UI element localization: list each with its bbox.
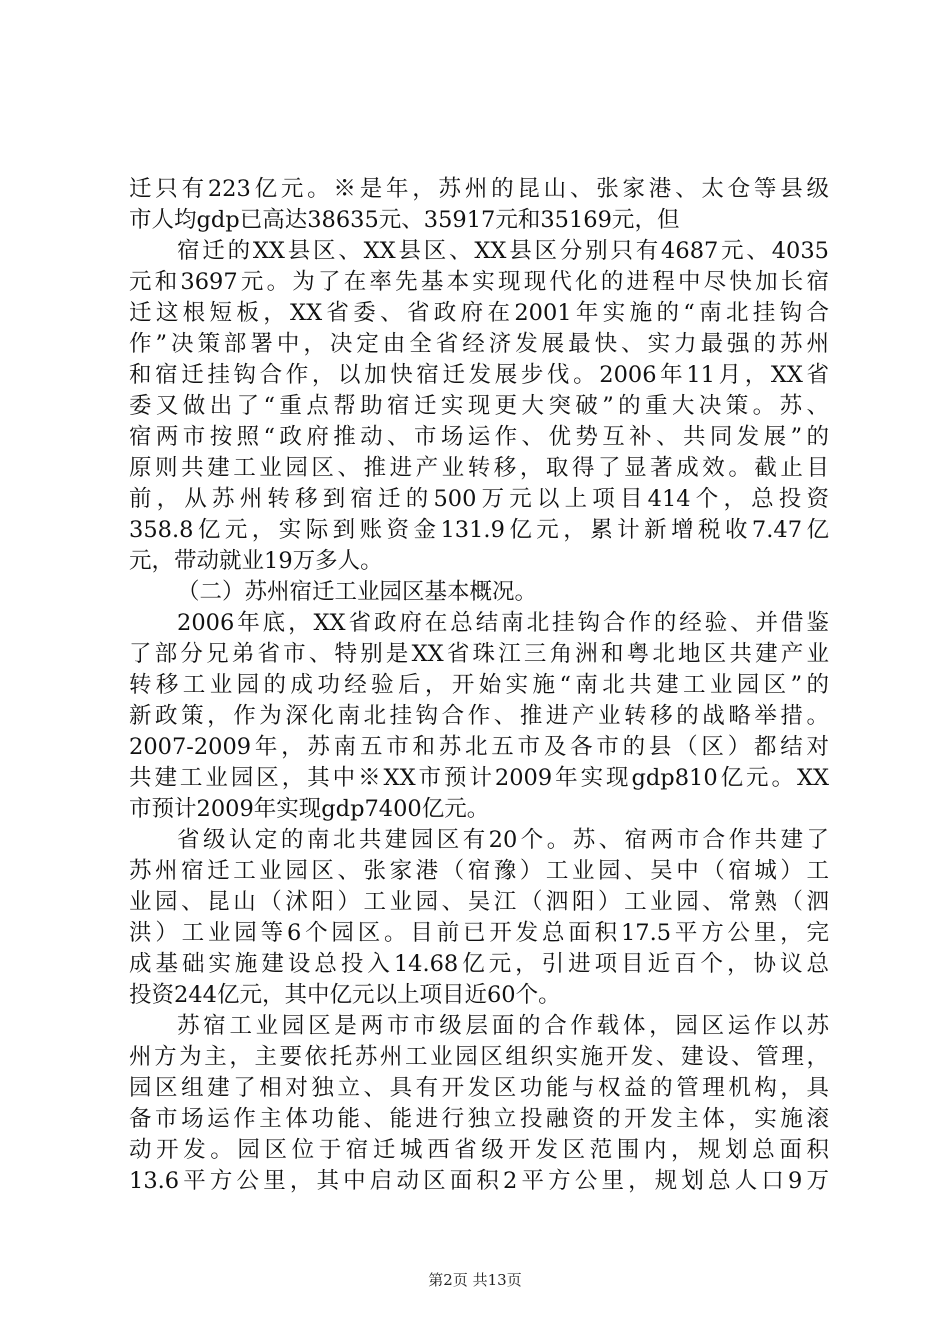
text-line: 洪）工业园等6个园区。目前已开发总面积17.5平方公里，完 <box>129 920 829 946</box>
text-line: 迁这根短板，XX省委、省政府在2001年实施的“南北挂钩合 <box>129 300 829 326</box>
page-footer: 第2页 共13页 <box>428 1271 522 1289</box>
text-line: 2006年底，XX省政府在总结南北挂钩合作的经验、并借鉴 <box>177 610 829 636</box>
text-line: （二）苏州宿迁工业园区基本概况。 <box>177 579 538 605</box>
text-line: 元，带动就业19万多人。 <box>129 548 383 574</box>
text-line: 元和3697元。为了在率先基本实现现代化的进程中尽快加长宿 <box>129 269 829 295</box>
text-line: 新政策，作为深化南北挂钩合作、推进产业转移的战略举措。 <box>129 703 829 729</box>
text-line: 委又做出了“重点帮助宿迁实现更大突破”的重大决策。苏、 <box>129 393 829 419</box>
text-line: 备市场运作主体功能、能进行独立投融资的开发主体，实施滚 <box>129 1106 829 1132</box>
text-line: 业园、昆山（沭阳）工业园、吴江（泗阳）工业园、常熟（泗 <box>129 889 829 915</box>
text-line: 苏州宿迁工业园区、张家港（宿豫）工业园、吴中（宿城）工 <box>129 858 829 884</box>
text-line: 作”决策部署中，决定由全省经济发展最快、实力最强的苏州 <box>129 331 829 357</box>
text-line: 动开发。园区位于宿迁城西省级开发区范围内，规划总面积 <box>129 1137 829 1163</box>
text-line: 转移工业园的成功经验后，开始实施“南北共建工业园区”的 <box>129 672 829 698</box>
text-line: 宿两市按照“政府推动、市场运作、优势互补、共同发展”的 <box>129 424 829 450</box>
document-body <box>129 174 829 1197</box>
text-line: 迁只有223亿元。※是年，苏州的昆山、张家港、太仓等县级 <box>129 176 829 202</box>
text-line: 苏宿工业园区是两市市级层面的合作载体，园区运作以苏 <box>177 1013 829 1039</box>
text-line: 358.8亿元，实际到账资金131.9亿元，累计新增税收7.47亿 <box>129 517 829 543</box>
text-line: 了部分兄弟省市、特别是XX省珠江三角洲和粤北地区共建产业 <box>129 641 829 667</box>
text-line: 前，从苏州转移到宿迁的500万元以上项目414个，总投资 <box>129 486 829 512</box>
text-line: 市预计2009年实现gdp7400亿元。 <box>129 796 490 822</box>
text-line: 成基础实施建设总投入14.68亿元，引进项目近百个，协议总 <box>129 951 829 977</box>
text-line: 省级认定的南北共建园区有20个。苏、宿两市合作共建了 <box>177 827 829 853</box>
text-line: 原则共建工业园区、推进产业转移，取得了显著成效。截止目 <box>129 455 829 481</box>
text-line: 市人均gdp已高达38635元、35917元和35169元，但 <box>129 207 680 233</box>
text-line: 宿迁的XX县区、XX县区、XX县区分别只有4687元、4035 <box>177 238 829 264</box>
text-line: 园区组建了相对独立、具有开发区功能与权益的管理机构，具 <box>129 1075 829 1101</box>
text-line: 和宿迁挂钩合作，以加快宿迁发展步伐。2006年11月，XX省 <box>129 362 829 388</box>
text-line: 共建工业园区，其中※XX市预计2009年实现gdp810亿元。XX <box>129 765 829 791</box>
text-line: 13.6平方公里，其中启动区面积2平方公里，规划总人口9万 <box>129 1168 829 1194</box>
text-line: 投资244亿元，其中亿元以上项目近60个。 <box>129 982 561 1008</box>
text-line: 州方为主，主要依托苏州工业园区组织实施开发、建设、管理， <box>129 1044 829 1070</box>
text-line: 2007-2009年，苏南五市和苏北五市及各市的县（区）都结对 <box>129 734 829 760</box>
